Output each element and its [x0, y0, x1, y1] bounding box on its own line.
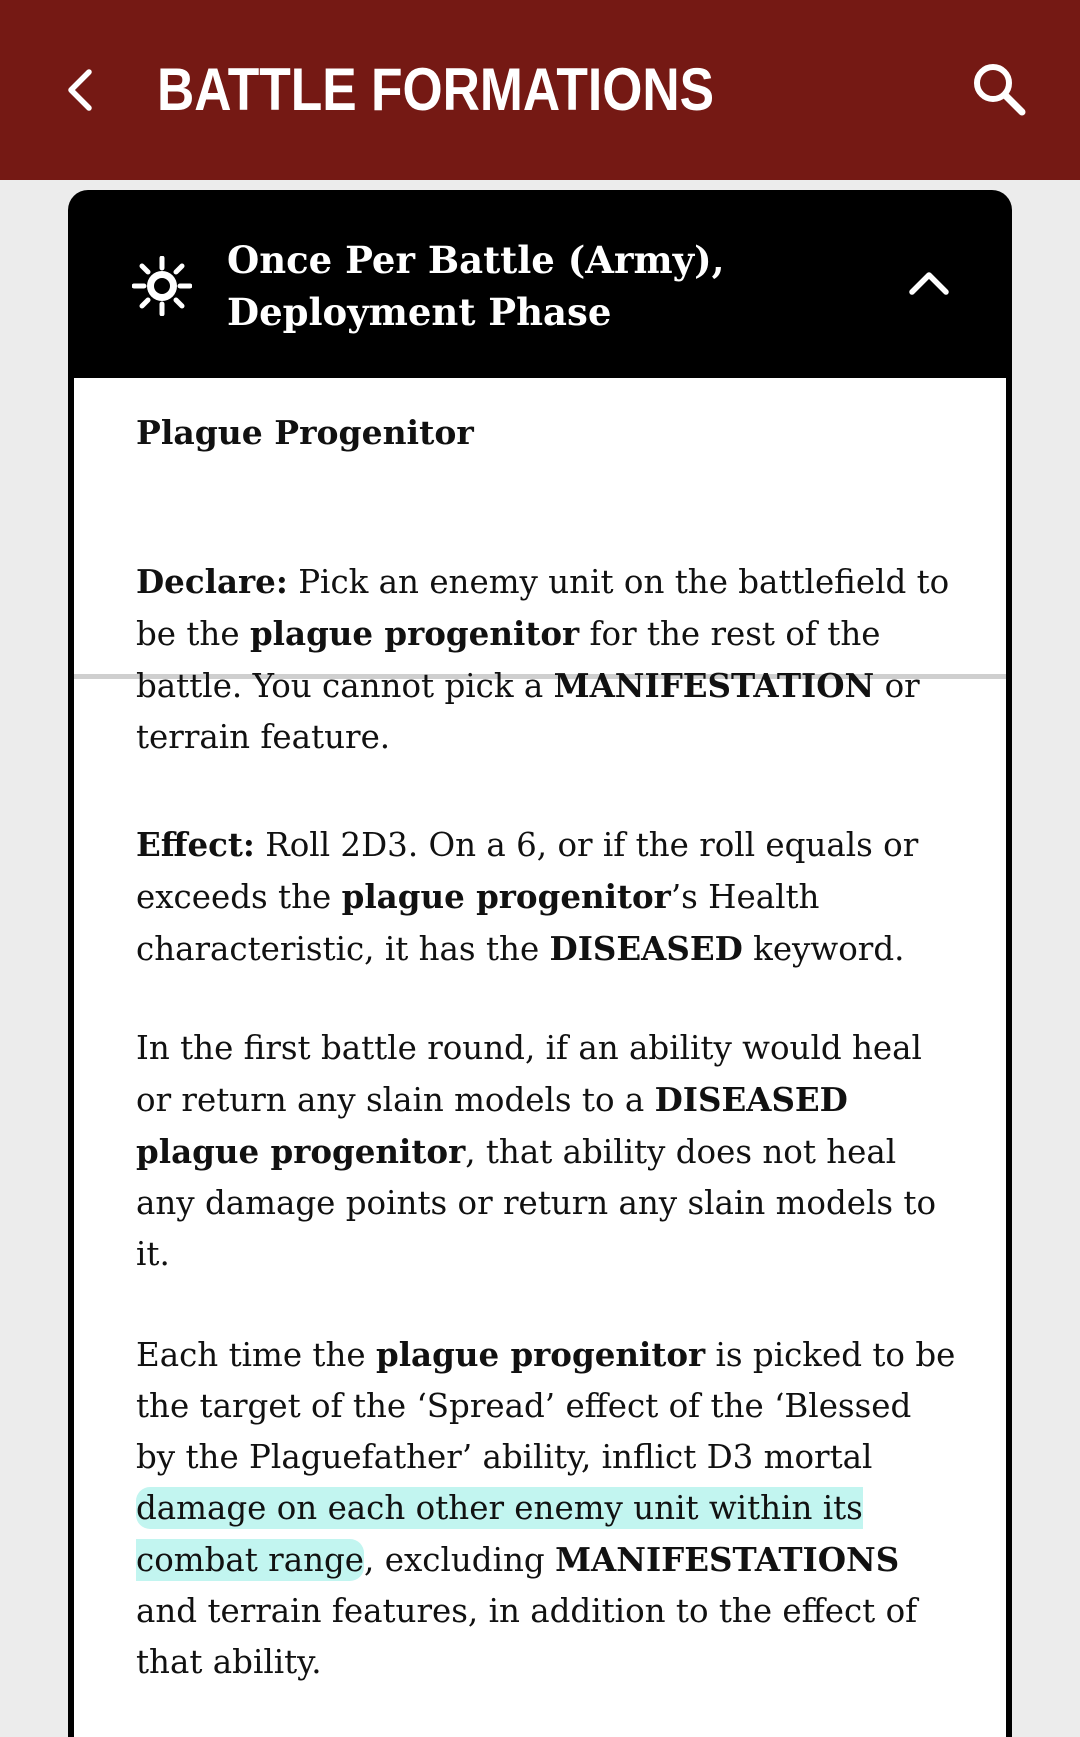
- keyword-diseased: DISEASED: [549, 929, 743, 968]
- sun-icon: [132, 256, 192, 316]
- effect-text: keyword.: [742, 930, 905, 968]
- keyword-manifestation: MANIFESTATION: [553, 666, 875, 705]
- spread-text: , excluding: [364, 1541, 556, 1579]
- declare-text: or terrain feature.: [136, 667, 920, 756]
- keyword-manifestations: MANIFESTATIONS: [555, 1540, 900, 1579]
- spread-text: and terrain features, in addition to the effect of that ability.: [136, 1592, 918, 1681]
- page-title: BATTLE FORMATIONS: [157, 56, 715, 123]
- keyword-plague-progenitor: plague progenitor: [249, 614, 580, 653]
- effect-paragraph: [136, 819, 956, 975]
- app-bar: [0, 0, 1080, 180]
- phase-title: Once Per Battle (Army), Deployment Phase: [227, 238, 725, 334]
- chevron-up-icon[interactable]: [902, 256, 956, 310]
- effect-text: Roll 2D3. On a 6, or if the roll equals or exceeds the: [136, 826, 919, 916]
- card-header[interactable]: [68, 190, 1012, 378]
- declare-paragraph: [136, 556, 956, 763]
- search-button[interactable]: [966, 56, 1032, 122]
- keyword-plague-progenitor: plague progenitor: [341, 877, 671, 916]
- declare-text: Pick an enemy unit on the battlefield to be the: [136, 563, 950, 653]
- search-icon: [970, 60, 1028, 118]
- chevron-left-icon: [65, 68, 95, 112]
- effect-label: Effect:: [136, 825, 255, 864]
- first-round-text: In the first battle round, if an ability would heal or return any slain models to a: [136, 1029, 922, 1119]
- spread-text: Each time the: [136, 1336, 376, 1374]
- spread-text: is picked to be the target of the ‘Spread’ effect of the ‘Blessed by the Plaguefather’ ability, inflict D3 mortal: [136, 1336, 956, 1476]
- highlighted-text: damage on each other enemy unit within its combat range: [136, 1489, 863, 1579]
- first-round-paragraph: [136, 1023, 956, 1280]
- keyword-plague-progenitor: plague progenitor: [375, 1335, 706, 1374]
- keyword-diseased-plague-progenitor: DISEASED plague progenitor: [136, 1080, 848, 1171]
- first-round-text: , that ability does not heal any damage points or return any slain models to it.: [136, 1133, 937, 1273]
- declare-text: for the rest of the battle. You cannot pick a: [136, 615, 881, 705]
- declare-label: Declare:: [136, 562, 288, 601]
- ability-name: Plague Progenitor: [136, 413, 474, 452]
- back-button[interactable]: [56, 58, 104, 122]
- spread-paragraph: [136, 1329, 956, 1688]
- effect-text: ’s Health characteristic, it has the: [136, 878, 820, 968]
